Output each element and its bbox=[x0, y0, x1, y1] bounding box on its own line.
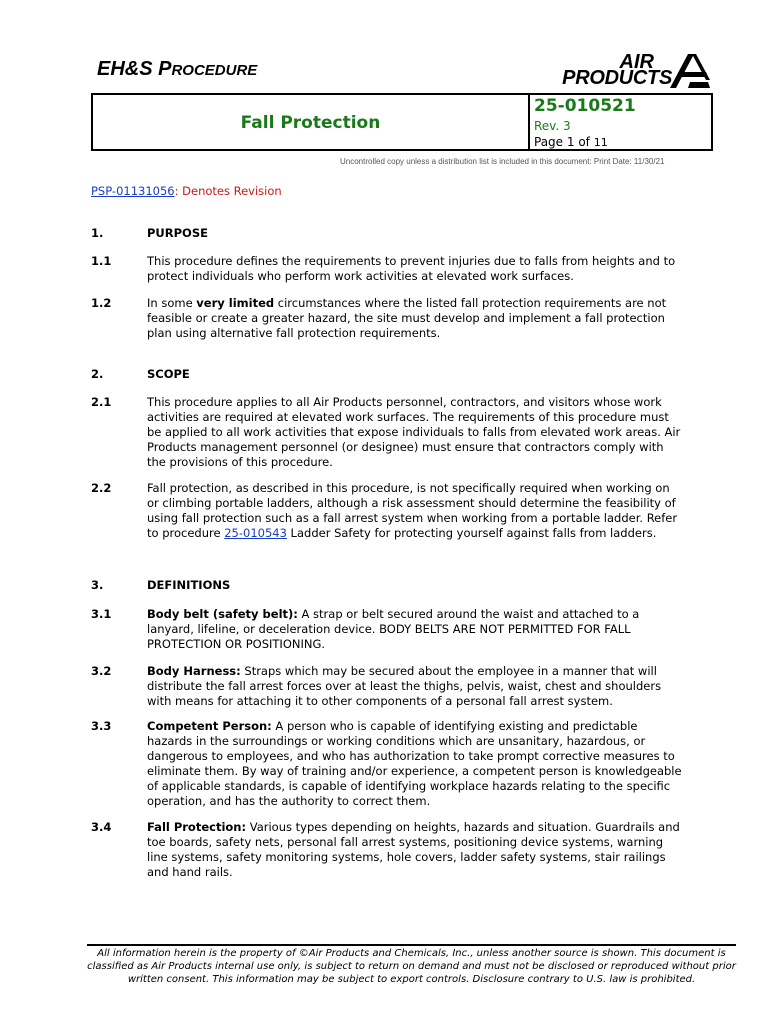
definition-competent-person bbox=[147, 719, 682, 809]
paragraph-number: 3.2 bbox=[91, 664, 112, 678]
doc-type-rest: ROCEDURE bbox=[171, 62, 258, 79]
text-run: Ladder Safety for protecting yourself against falls from ladders. bbox=[286, 526, 657, 540]
section-heading-definitions: DEFINITIONS bbox=[147, 578, 231, 592]
paragraph-number: 1.1 bbox=[91, 254, 112, 268]
definition-body-harness bbox=[147, 664, 682, 709]
definition-body-belt bbox=[147, 607, 682, 652]
text-run: circumstances where the listed fall protection requirements are not feasible or create a greater hazard, the site must develop and implement a fall protection plan using alternative fall protection requirements. bbox=[147, 296, 667, 340]
paragraph-number: 2.1 bbox=[91, 395, 112, 409]
section-number: 3. bbox=[91, 578, 104, 592]
section-number: 2. bbox=[91, 367, 104, 381]
emphasis-text: very limited bbox=[196, 296, 275, 310]
revision-note bbox=[91, 184, 282, 198]
section-heading-purpose: PURPOSE bbox=[147, 226, 208, 240]
paragraph-number: 3.1 bbox=[91, 607, 112, 621]
revision-number: Rev. 3 bbox=[534, 119, 571, 133]
paragraph-number: 1.2 bbox=[91, 296, 112, 310]
document-type-label bbox=[97, 58, 257, 81]
paragraph-number: 3.4 bbox=[91, 820, 112, 834]
paragraph-number: 2.2 bbox=[91, 481, 112, 495]
paragraph-1-2 bbox=[147, 296, 682, 341]
document-number: 25-010521 bbox=[534, 96, 636, 116]
revision-note-text: : Denotes Revision bbox=[174, 184, 282, 198]
definition-text: A person who is capable of identifying existing and predictable hazards in the surroundings or working conditions which are unsanitary, hazardous, or dangerous to employees, and who has authorization to take prompt corrective measures to eliminate them. By way of training and/or experience, a competent person is knowledgeable of applicable standards, is capable of identifying workplace hazards relating to the specific operation, and has the authority to correct them. bbox=[147, 719, 682, 808]
paragraph-2-2 bbox=[147, 481, 682, 541]
logo-text-products: PRODUCTS bbox=[562, 67, 672, 89]
section-heading-scope: SCOPE bbox=[147, 367, 190, 381]
page-prefix: Page 1 of bbox=[534, 135, 594, 149]
paragraph-1-1: This procedure defines the requirements to prevent injuries due to falls from heights and to protect individuals who perform work activities at elevated work surfaces. bbox=[147, 254, 676, 283]
paragraph-number: 3.3 bbox=[91, 719, 112, 733]
page-number bbox=[534, 135, 608, 149]
procedure-title: Fall Protection bbox=[240, 113, 381, 133]
footer-disclaimer: All information herein is the property of ©Air Products and Chemicals, Inc., unless another source is shown. This document is classified as Air Products internal use only, is subject to return on demand and must not be disclosed or reproduced without prior written consent. This information may be subject to export controls. Disclosure contrary to U.S. law is prohibited. bbox=[87, 948, 736, 985]
definition-text: Straps which may be secured about the employee in a manner that will distribute the fall arrest forces over at least the thighs, pelvis, waist, chest and shoulders with means for attaching it to other components of a personal fall arrest system. bbox=[147, 664, 662, 708]
air-products-logo bbox=[536, 50, 716, 92]
logo-text-air: AIR bbox=[619, 51, 654, 73]
definition-fall-protection bbox=[147, 820, 682, 880]
text-run: In some bbox=[147, 296, 197, 310]
definition-term: Fall Protection: bbox=[147, 820, 247, 834]
doc-type-initial: EH&S P bbox=[97, 58, 172, 80]
procedure-link[interactable]: 25-010543 bbox=[224, 526, 287, 540]
definition-term: Body belt (safety belt): bbox=[147, 607, 298, 621]
definition-term: Competent Person: bbox=[147, 719, 272, 733]
definition-term: Body Harness: bbox=[147, 664, 241, 678]
definition-text: Various types depending on heights, hazards and situation. Guardrails and toe boards, safety nets, personal fall arrest systems, positioning device systems, warning line systems, safety monitoring systems, hole covers, ladder safety systems, stair railings and hand rails. bbox=[147, 820, 680, 879]
air-products-logo-mark-icon bbox=[666, 50, 710, 90]
page-total: 11 bbox=[593, 136, 608, 149]
footer-divider bbox=[87, 944, 736, 946]
title-block bbox=[91, 93, 713, 151]
definition-text: A strap or belt secured around the waist and attached to a lanyard, lifeline, or deceleration device. BODY BELTS ARE NOT PERMITTED FOR FALL PROTECTION OR POSITIONING. bbox=[147, 607, 640, 651]
uncontrolled-copy-note: Uncontrolled copy unless a distribution list is included in this document: Print Date: 11/30/21 bbox=[340, 157, 665, 166]
paragraph-2-1: This procedure applies to all Air Products personnel, contractors, and visitors whose work activities are required at elevated work surfaces. The requirements of this procedure must be applied to all work activities that expose individuals to falls from elevated work areas. Air Products management personnel (or designee) must ensure that contractors comply with the provisions of this procedure. bbox=[147, 395, 681, 469]
section-number: 1. bbox=[91, 226, 104, 240]
text-run: Fall protection, as described in this procedure, is not specifically required when working on or climbing portable ladders, although a risk assessment should determine the feasibility of using fall protection such as a fall arrest system when working from a portable ladder. Refer to procedure bbox=[147, 481, 678, 540]
revision-link[interactable]: PSP-01131056 bbox=[91, 184, 175, 198]
